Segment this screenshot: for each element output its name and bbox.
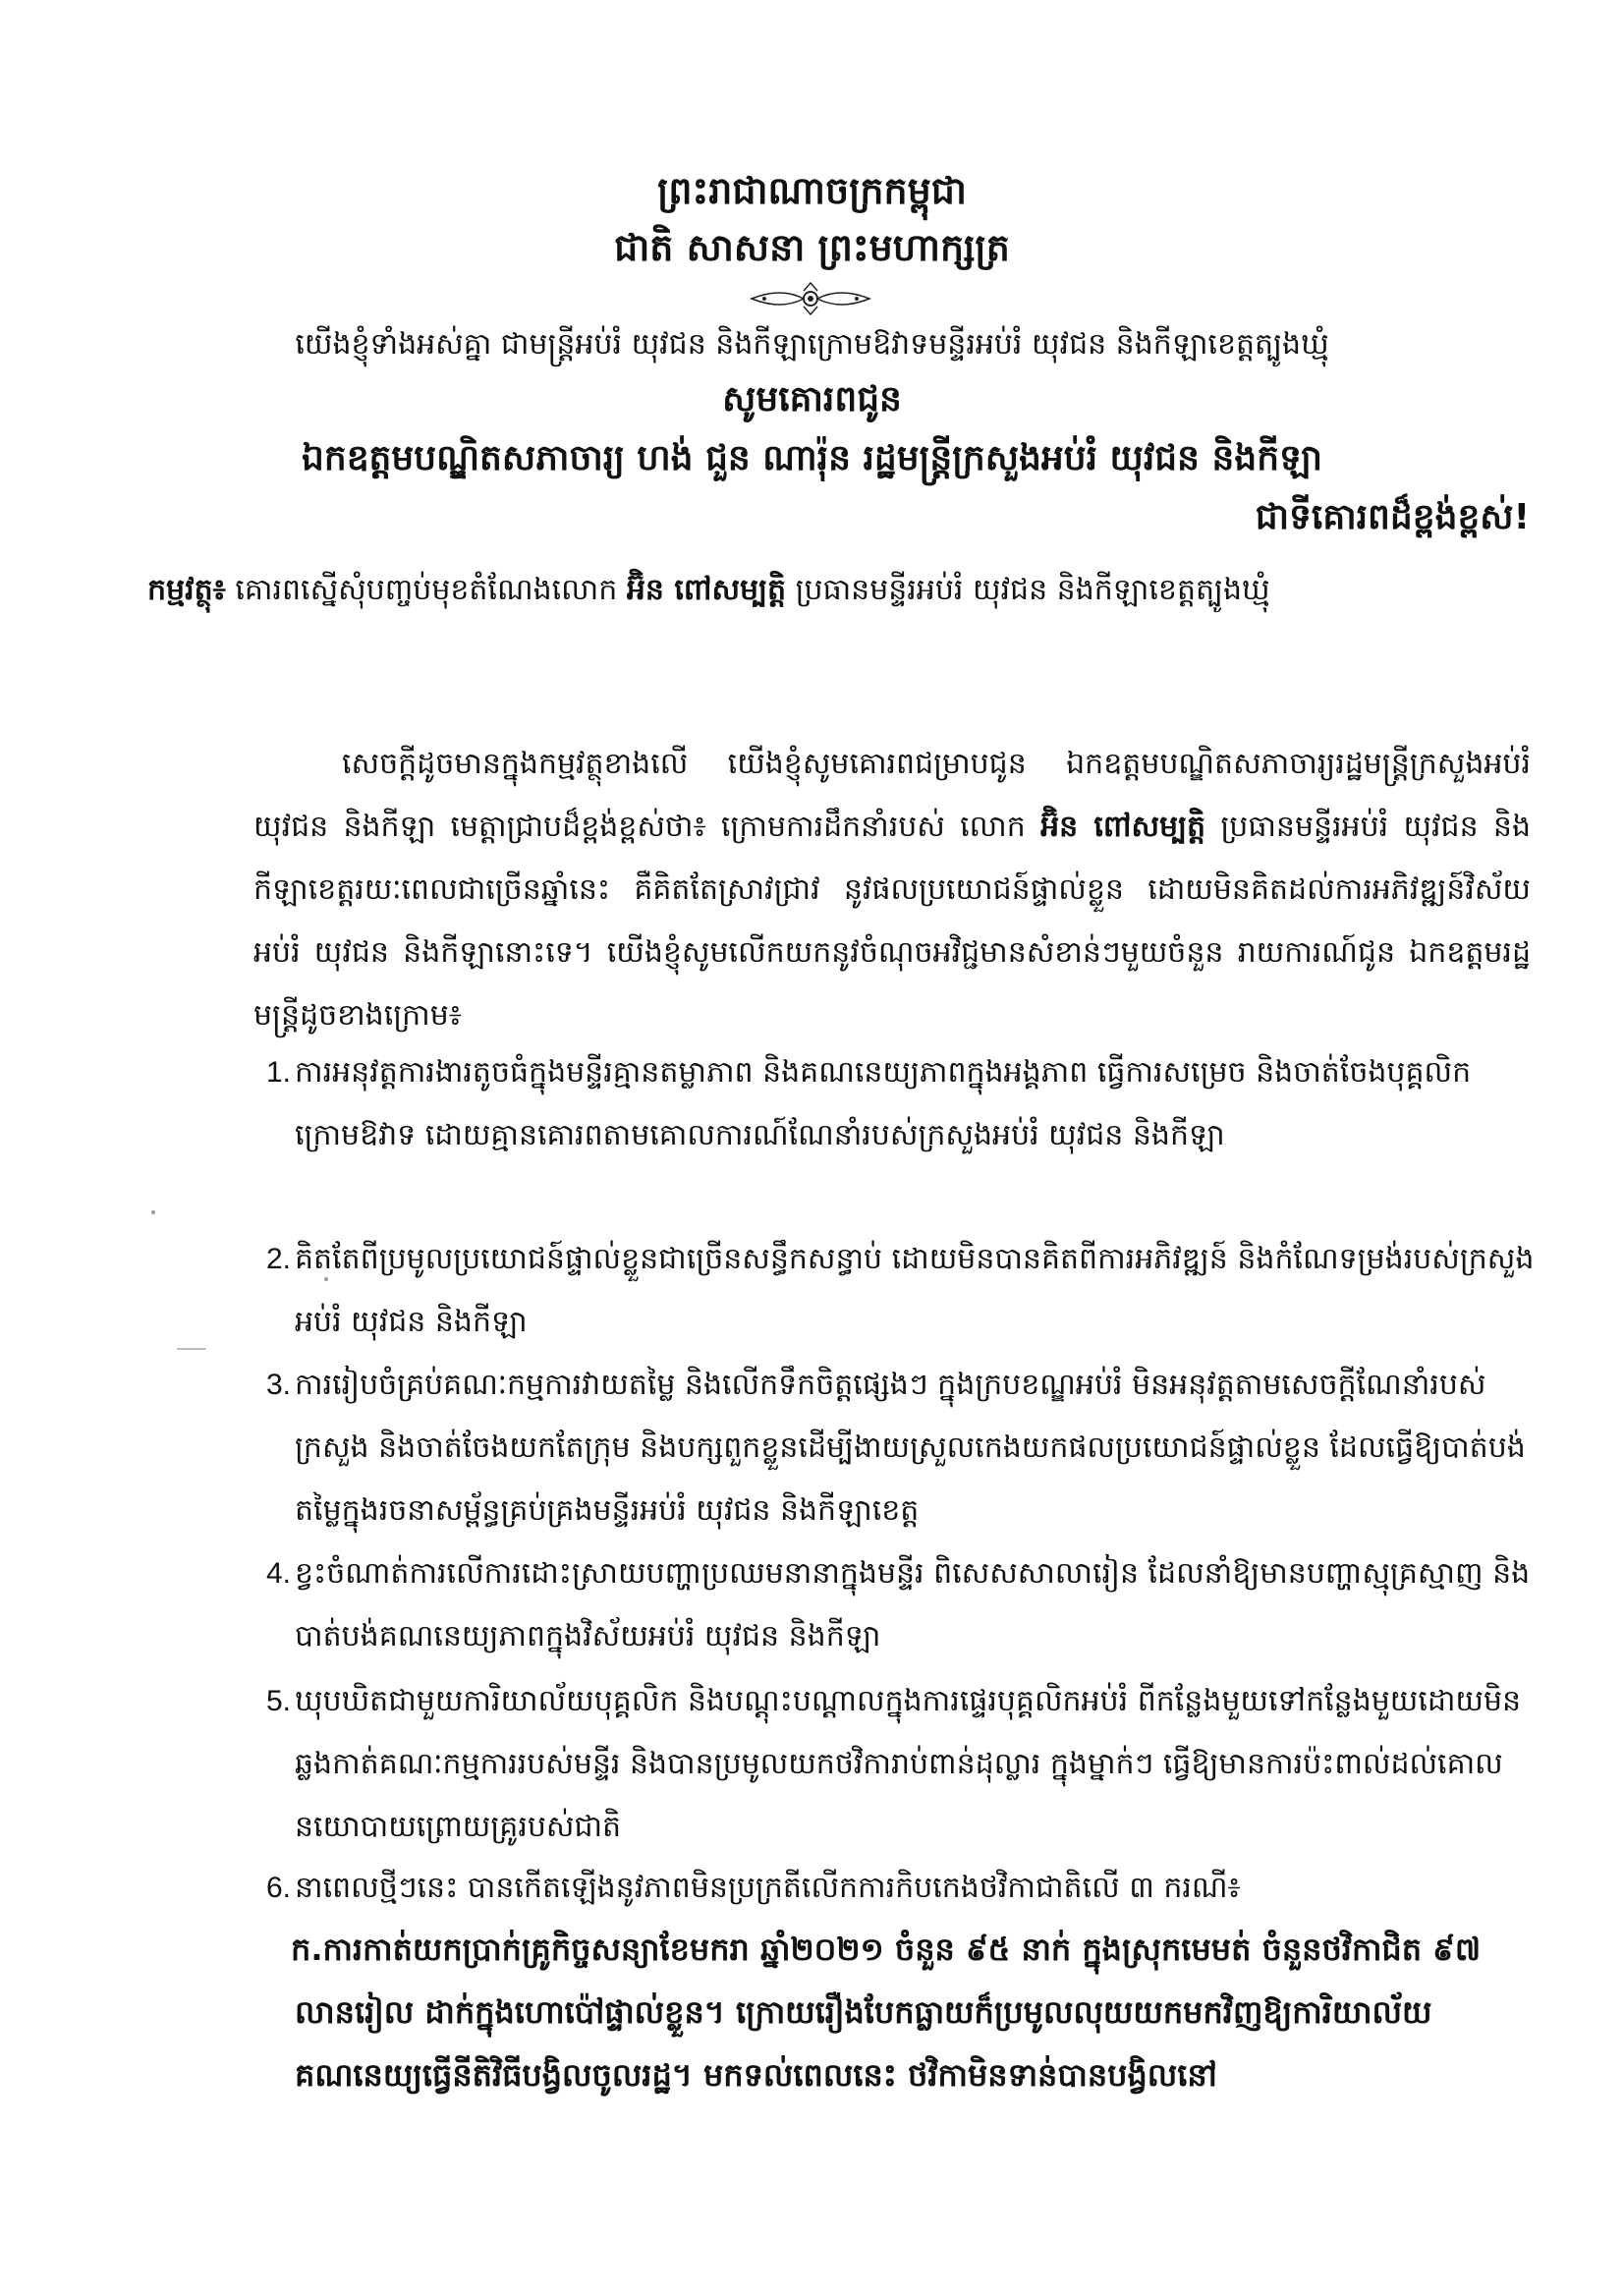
list-item-number: 4.: [265, 1557, 291, 1590]
sub-item-ka: ក.ការកាត់យកប្រាក់គ្រូកិច្ចសន្យាខែមករា ឆ្នាំ២០២១ ចំនួន ៩៥ នាក់ ក្នុងស្រុកមេមត់ ចំនួនថវិកាជិត ៩៧ លានរៀល ដាក់ក្នុងហោប៉ៅផ្ទាល់ខ្លួន។ ក្រោយរឿងបែកធ្លាយក៏ប្រមូលលុយយកមកវិញឱ្យការិយាល័យគណនេយ្យធ្វើនីតិវិធីបង្វិលចូលរដ្ឋ។ មកទល់ពេលនេះ ថវិកាមិនទាន់បានបង្វិលនៅ: [291, 1931, 1482, 2094]
list-item-text: គិតតែពីប្រមូលប្រយោជន៍ផ្ទាល់ខ្លួនជាច្រើនសន្ធឹកសន្ធាប់ ដោយមិនបានគិតពីការអភិវឌ្ឍន៍ និងកំណែទម្រង់របស់ក្រសួងអប់រំ យុវជន និងកីឡា: [295, 1242, 1535, 1339]
list-item: [265, 1542, 1535, 1668]
kingdom-heading: ព្រះរាជាណាចក្រកម្ពុជា: [657, 169, 967, 212]
respect-line: សូមគោរពជូន: [722, 379, 902, 420]
list-item-text: ខ្វះចំណាត់ការលើការដោះស្រាយបញ្ហាប្រឈមនានាក្នុងមន្ទីរ ពិសេសសាលារៀន ដែលនាំឱ្យមានបញ្ហាស្មុគ្រស្មាញ និងបាត់បង់គណនេយ្យភាពក្នុងវិស័យអប់រំ យុវជន និងកីឡា: [295, 1556, 1531, 1653]
list-item-number: 5.: [265, 1685, 291, 1717]
subject-label: កម្មវត្ថុ៖: [147, 573, 226, 607]
intro-paragraph: [253, 733, 1531, 1047]
recipient-tail: ជាទីគោរពដ៏ខ្ពង់ខ្ពស់!: [1255, 497, 1530, 537]
ornament-divider-icon: [747, 279, 874, 318]
list-item-text: នាពេលថ្មីៗនេះ បានកើតឡើងនូវភាពមិនប្រក្រតីលើកការកិបកេងថវិកាជាតិលើ ៣ ករណី៖: [295, 1871, 1241, 1905]
national-motto: ជាតិ សាសនា ព្រះមហាក្សត្រ: [614, 226, 1010, 269]
scan-speck: [151, 1210, 155, 1214]
subject-line: [147, 568, 1270, 613]
intro-text-1: សេចក្ដីដូចមានក្នុងកម្មវត្ថុខាងលើ យើងខ្ញុំសូមគោរពជម្រាបជូន ឯកឧត្ដមបណ្ឌិតសភាចារ្យរដ្ឋមន្ត្រីក្រសួងអប់រំ យុវជន និងកីឡា មេត្តាជ្រាបដ៏ខ្ពង់ខ្ពស់ថា៖ ក្រោមការដឹកនាំរបស់ លោក: [253, 747, 1531, 844]
list-item-number: 2.: [265, 1243, 291, 1275]
list-item-number: 3.: [265, 1369, 291, 1401]
list-item-number: 1.: [265, 1056, 291, 1089]
list-item-text: ឃុបឃិតជាមួយការិយាល័យបុគ្គលិក និងបណ្ដុះបណ្ដាលក្នុងការផ្ទេរបុគ្គលិកអប់រំ ពីកន្លែងមួយទៅកន្លែងមួយដោយមិនឆ្លងកាត់គណៈកម្មការរបស់មន្ទីរ និងបានប្រមូលយកថវិការាប់ពាន់ដុល្លារ ក្នុងម្នាក់ៗ ធ្វើឱ្យមានការប៉ះពាល់ដល់គោលនយោបាយព្រោយគ្រូរបស់ជាតិ: [295, 1684, 1522, 1844]
list-item: [265, 1354, 1535, 1542]
recipient-line: ឯកឧត្តមបណ្ឌិតសភាចារ្យ ហង់ ជួន ណារ៉ុន រដ្ឋមន្ត្រីក្រសួងអប់រំ យុវជន និងកីឡា: [301, 438, 1322, 478]
subject-text-before: គោរពស្នើសុំបញ្ចប់មុខតំណែងលោក: [235, 573, 618, 607]
list-item: [265, 1041, 1535, 1167]
subject-name: អ៊ិន ពៅសម្បត្តិ: [626, 573, 787, 607]
list-item-text: ការរៀបចំគ្រប់គណៈកម្មការវាយតម្លៃ និងលើកទឹកចិត្តផ្សេងៗ ក្នុងក្របខណ្ឌអប់រំ មិនអនុវត្តតាមសេចក្ដីណែនាំរបស់ក្រសួង និងចាត់ចែងយកតែក្រុម និងបក្សពួកខ្លួនដើម្បីងាយស្រួលកេងយកផលប្រយោជន៍ផ្ទាល់ខ្លួន ដែលធ្វើឱ្យបាត់បង់តម្លៃក្នុងរចនាសម្ព័ន្ធគ្រប់គ្រងមន្ទីរអប់រំ យុវជន និងកីឡាខេត្ត: [295, 1368, 1526, 1528]
list-item-text: ការអនុវត្តការងារតូចធំក្នុងមន្ទីរគ្មានតម្លាភាព និងគណនេយ្យភាពក្នុងអង្គភាព ធ្វើការសម្រេច និងចាត់ចែងបុគ្គលិកក្រោមឱវាទ ដោយគ្មានគោរពតាមគោលការណ៍ណែនាំរបស់ក្រសួងអប់រំ យុវជន និងកីឡា: [295, 1055, 1472, 1152]
scan-speck: [324, 1277, 328, 1281]
intro-name: អ៊ិន ពៅសម្បត្តិ: [1040, 810, 1206, 844]
list-item: [265, 1857, 1535, 1920]
subject-text-after: ប្រធានមន្ទីរអប់រំ យុវជន និងកីឡាខេត្តត្បូងឃ្មុំ: [795, 573, 1270, 607]
scan-speck: [177, 1348, 206, 1350]
list-item: [265, 1670, 1535, 1859]
list-item: [265, 1228, 1535, 1354]
intro-text-2: ប្រធានមន្ទីរអប់រំ យុវជន និងកីឡាខេត្តរយៈពេលជាច្រើនឆ្នាំនេះ គឺគិតតែស្រាវជ្រាវ នូវផលប្រយោជន៍ផ្ទាល់ខ្លួន ដោយមិនគិតដល់ការអភិវឌ្ឍន៍វិស័យអប់រំ យុវជន និងកីឡានោះទេ។ យើងខ្ញុំសូមលើកយកនូវចំណុចអវិជ្ជមានសំខាន់ៗមួយចំនួន រាយការណ៍ជូន ឯកឧត្តមរដ្ឋមន្ត្រីដូចខាងក្រោម៖: [253, 810, 1531, 1033]
sender-line: យើងខ្ញុំទាំងអស់គ្នា ជាមន្ត្រីអប់រំ យុវជន និងកីឡាក្រោមឱវាទមន្ទីរអប់រំ យុវជន និងកីឡាខេត្តត្បូងឃ្មុំ: [295, 327, 1329, 362]
list-item-number: 6.: [265, 1872, 291, 1904]
